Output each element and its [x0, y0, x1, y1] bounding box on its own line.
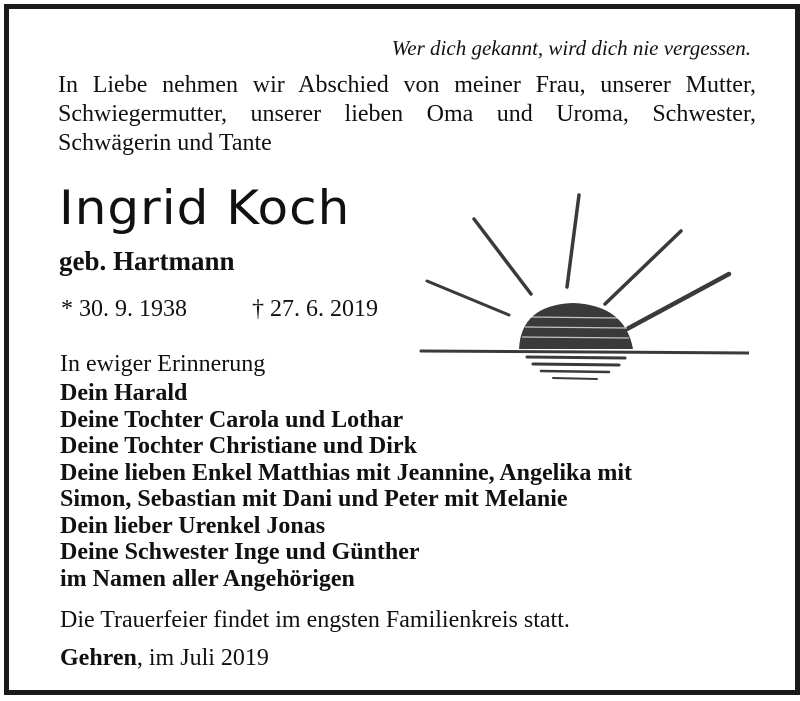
maiden-name: geb. Hartmann — [59, 246, 235, 276]
signer-line: Deine Tochter Christiane und Dirk — [60, 433, 417, 459]
motto: Wer dich gekannt, wird dich nie vergessen. — [391, 36, 751, 60]
deceased-name: Ingrid Koch — [59, 180, 351, 236]
signers-list — [60, 380, 632, 592]
funeral-note: Die Trauerfeier findet im engsten Familienkreis statt. — [60, 607, 570, 633]
date-text: , im Juli 2019 — [136, 645, 269, 671]
obituary-frame — [4, 4, 800, 695]
signer-line: Deine Schwester Inge und Günther — [60, 539, 420, 565]
intro-text: In Liebe nehmen wir Abschied von meiner Frau, unserer Mutter, Schwiegermutter, unserer lieben Oma und Uroma, Schwester, Schwägerin und Tante — [58, 72, 756, 156]
signer-line: Dein Harald — [60, 380, 188, 406]
death-date: † 27. 6. 2019 — [252, 296, 378, 322]
signer-line: Simon, Sebastian mit Dani und Peter mit Melanie — [60, 486, 568, 512]
place-date — [60, 645, 269, 672]
signer-line: Deine lieben Enkel Matthias mit Jeannine, Angelika mit — [60, 459, 633, 486]
signer-line: im Namen aller Angehörigen — [60, 565, 355, 592]
signer-line: Dein lieber Urenkel Jonas — [60, 512, 326, 539]
setting-sun-icon — [419, 189, 749, 389]
birth-date: * 30. 9. 1938 — [61, 296, 187, 322]
place-name: Gehren — [60, 645, 137, 671]
signer-line: Deine Tochter Carola und Lothar — [60, 406, 404, 433]
memory-line: In ewiger Erinnerung — [60, 351, 266, 377]
